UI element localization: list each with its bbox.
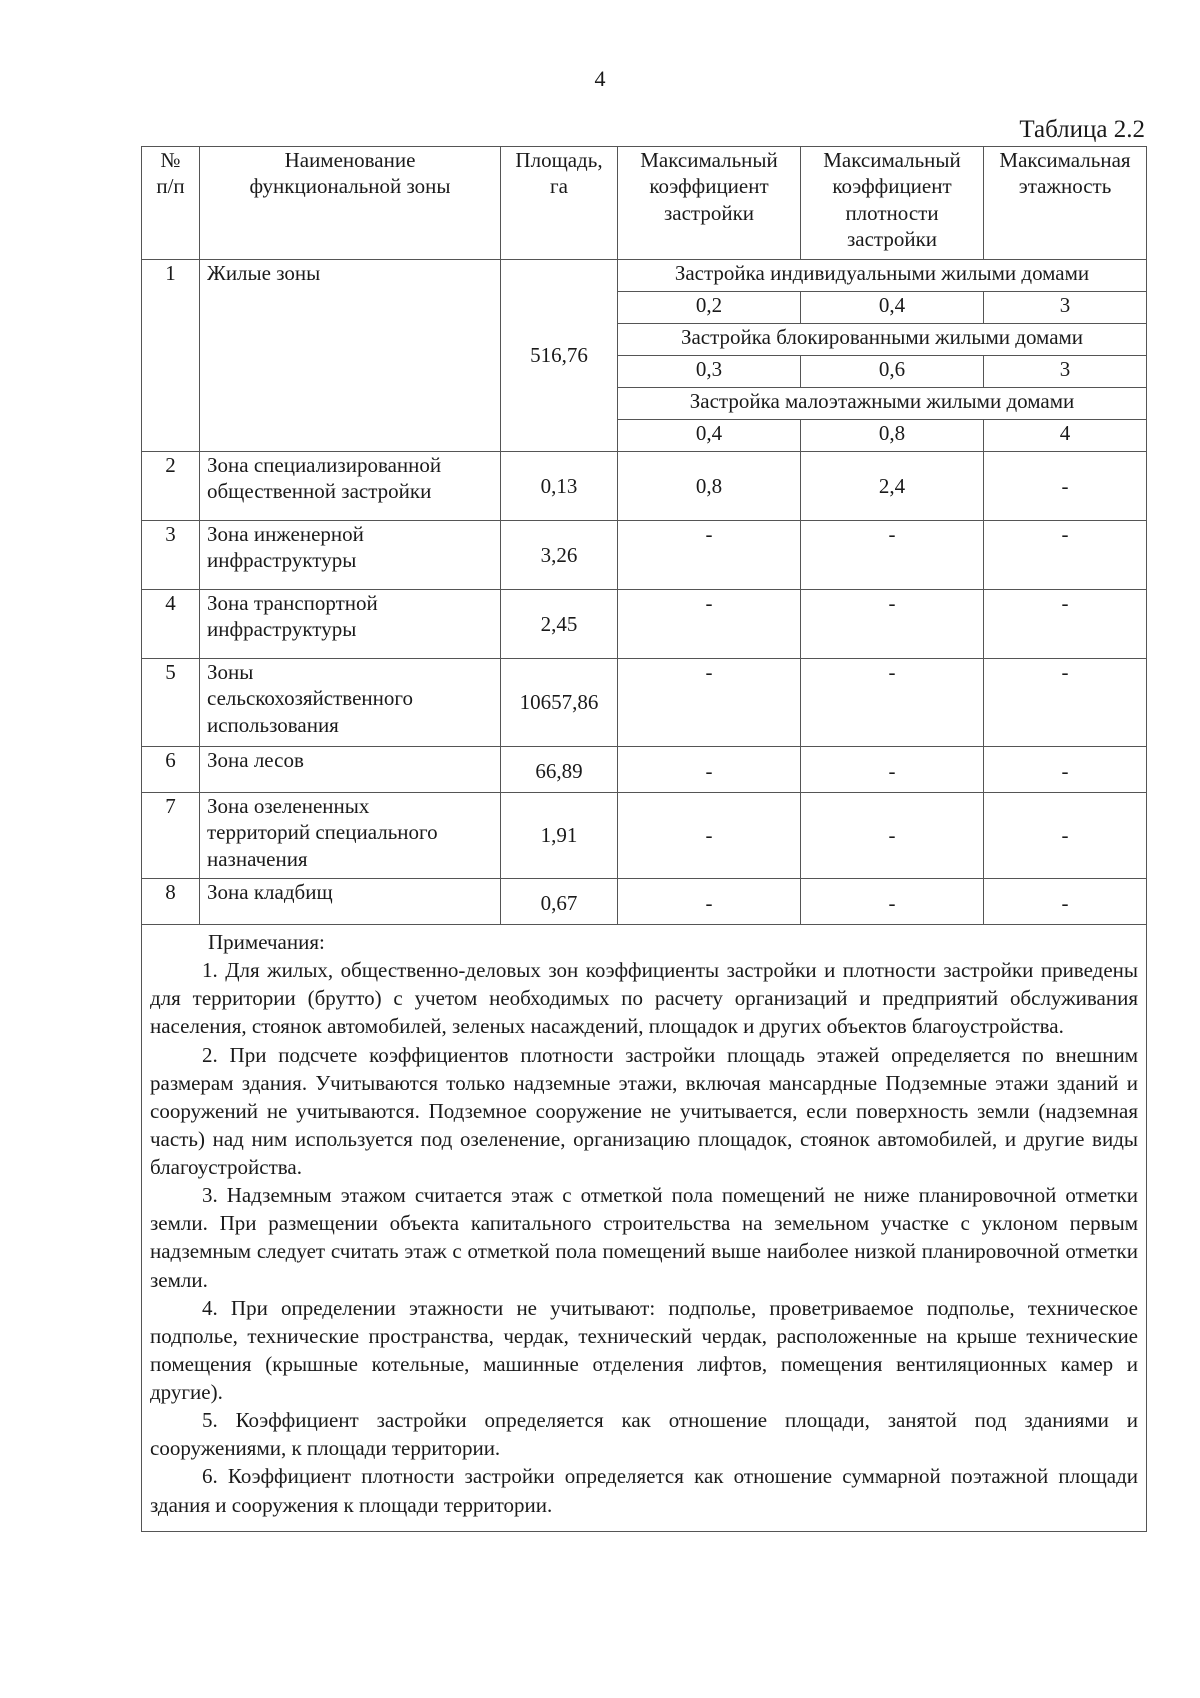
table-header-row: [142, 147, 1147, 260]
cell-coef: 0,8: [618, 452, 801, 521]
cell-density: -: [801, 747, 984, 793]
row-name: Зона специализированной общественной застройки: [200, 452, 501, 521]
subgroup-title: Застройка индивидуальными жилыми домами: [618, 260, 1147, 292]
cell-coef: -: [618, 879, 801, 925]
cell-floors: -: [984, 879, 1147, 925]
row-name: Зона транспортной инфраструктуры: [200, 590, 501, 659]
note-item: 3. Надземным этажом считается этаж с отметкой пола помещений не ниже планировочной отметки земли. При размещении объекта капитального строительства на земельном участке с уклоном первым надземным следует считать этаж с отметкой пола помещений выше наиболее низкой планировочной отметки земли.: [150, 1183, 1138, 1292]
notes-row: [142, 925, 1147, 1532]
cell-density: 2,4: [801, 452, 984, 521]
table-row: [142, 659, 1147, 747]
row-num: 6: [142, 747, 200, 793]
table-row: [142, 590, 1147, 659]
cell-coef: -: [618, 747, 801, 793]
cell-coef: -: [618, 590, 801, 659]
row-area: 1,91: [501, 793, 618, 879]
row-area: 66,89: [501, 747, 618, 793]
subgroup-title: Застройка блокированными жилыми домами: [618, 324, 1147, 356]
row-name: Зоны сельскохозяйственного использования: [200, 659, 501, 747]
cell-coef: -: [618, 793, 801, 879]
table-row: [142, 747, 1147, 793]
cell-coef: -: [618, 659, 801, 747]
cell-density: 0,6: [801, 356, 984, 388]
cell-floors: 4: [984, 420, 1147, 452]
row-area: 0,13: [501, 452, 618, 521]
note-item: 4. При определении этажности не учитывают: подполье, проветриваемое подполье, техническое подполье, технические пространства, чердак, технический чердак, расположенные на крыше технические помещения (крышные котельные, машинные отделения лифтов, помещения вентиляционных камер и другие).: [150, 1295, 1138, 1404]
cell-density: -: [801, 793, 984, 879]
table-row: [142, 793, 1147, 879]
cell-floors: -: [984, 659, 1147, 747]
row-name: Зона кладбищ: [200, 879, 501, 925]
cell-floors: 3: [984, 356, 1147, 388]
note-item: 5. Коэффициент застройки определяется как отношение площади, занятой под зданиями и сооружениями, к площади территории.: [150, 1408, 1138, 1461]
cell-floors: -: [984, 452, 1147, 521]
header-name: Наименование функциональной зоны: [200, 147, 501, 260]
header-max-density: Максимальный коэффициент плотности застройки: [801, 147, 984, 260]
cell-floors: -: [984, 793, 1147, 879]
header-area: Площадь, га: [501, 147, 618, 260]
cell-floors: -: [984, 747, 1147, 793]
row-area: 10657,86: [501, 659, 618, 747]
cell-density: 0,8: [801, 420, 984, 452]
row-num: 2: [142, 452, 200, 521]
table-row: [142, 452, 1147, 521]
page-number: 4: [594, 66, 606, 91]
row-area: 3,26: [501, 521, 618, 590]
table-row: [142, 879, 1147, 925]
cell-density: -: [801, 659, 984, 747]
cell-density: 0,4: [801, 292, 984, 324]
cell-floors: -: [984, 521, 1147, 590]
row-name: Зона лесов: [200, 747, 501, 793]
row-name: Зона озелененных территорий специального назначения: [200, 793, 501, 879]
row-area: 516,76: [501, 260, 618, 452]
note-item: 1. Для жилых, общественно-деловых зон коэффициенты застройки и плотности застройки приведены для территории (брутто) с учетом необходимых по расчету организаций и предприятий обслуживания населения, стоянок автомобилей, зеленых насаждений, площадок и других объектов благоустройства.: [150, 958, 1138, 1039]
row-num: 5: [142, 659, 200, 747]
zones-table: [141, 146, 1147, 1532]
cell-floors: 3: [984, 292, 1147, 324]
row-num: 3: [142, 521, 200, 590]
notes-section: [142, 925, 1147, 1532]
row-area: 2,45: [501, 590, 618, 659]
cell-floors: -: [984, 590, 1147, 659]
table-row: [142, 521, 1147, 590]
row-name: Зона инженерной инфраструктуры: [200, 521, 501, 590]
cell-coef: 0,3: [618, 356, 801, 388]
cell-coef: -: [618, 521, 801, 590]
row-num: 1: [142, 260, 200, 452]
header-num: № п/п: [142, 147, 200, 260]
subgroup-title: Застройка малоэтажными жилыми домами: [618, 388, 1147, 420]
table-caption: Таблица 2.2: [1019, 116, 1145, 143]
cell-density: -: [801, 879, 984, 925]
cell-density: -: [801, 521, 984, 590]
row-num: 8: [142, 879, 200, 925]
cell-coef: 0,4: [618, 420, 801, 452]
note-item: 2. При подсчете коэффициентов плотности застройки площадь этажей определяется по внешним размерам здания. Учитываются только надземные этажи, включая мансардные Подземные этажи зданий и сооружений не учитываются. Подземное сооружение не учитывается, если поверхность земли (надземная часть) над ним используется под озеленение, организацию площадок, стоянок автомобилей, и другие виды благоустройства.: [150, 1042, 1138, 1179]
row-num: 7: [142, 793, 200, 879]
note-item: 6. Коэффициент плотности застройки определяется как отношение суммарной поэтажной площади здания и сооружения к площади территории.: [150, 1464, 1138, 1517]
cell-density: -: [801, 590, 984, 659]
row-name: Жилые зоны: [200, 260, 501, 452]
notes-heading: Примечания:: [208, 930, 325, 954]
header-max-floors: Максимальная этажность: [984, 147, 1147, 260]
cell-coef: 0,2: [618, 292, 801, 324]
row-area: 0,67: [501, 879, 618, 925]
header-max-coef: Максимальный коэффициент застройки: [618, 147, 801, 260]
row-num: 4: [142, 590, 200, 659]
table-row: [142, 260, 1147, 292]
